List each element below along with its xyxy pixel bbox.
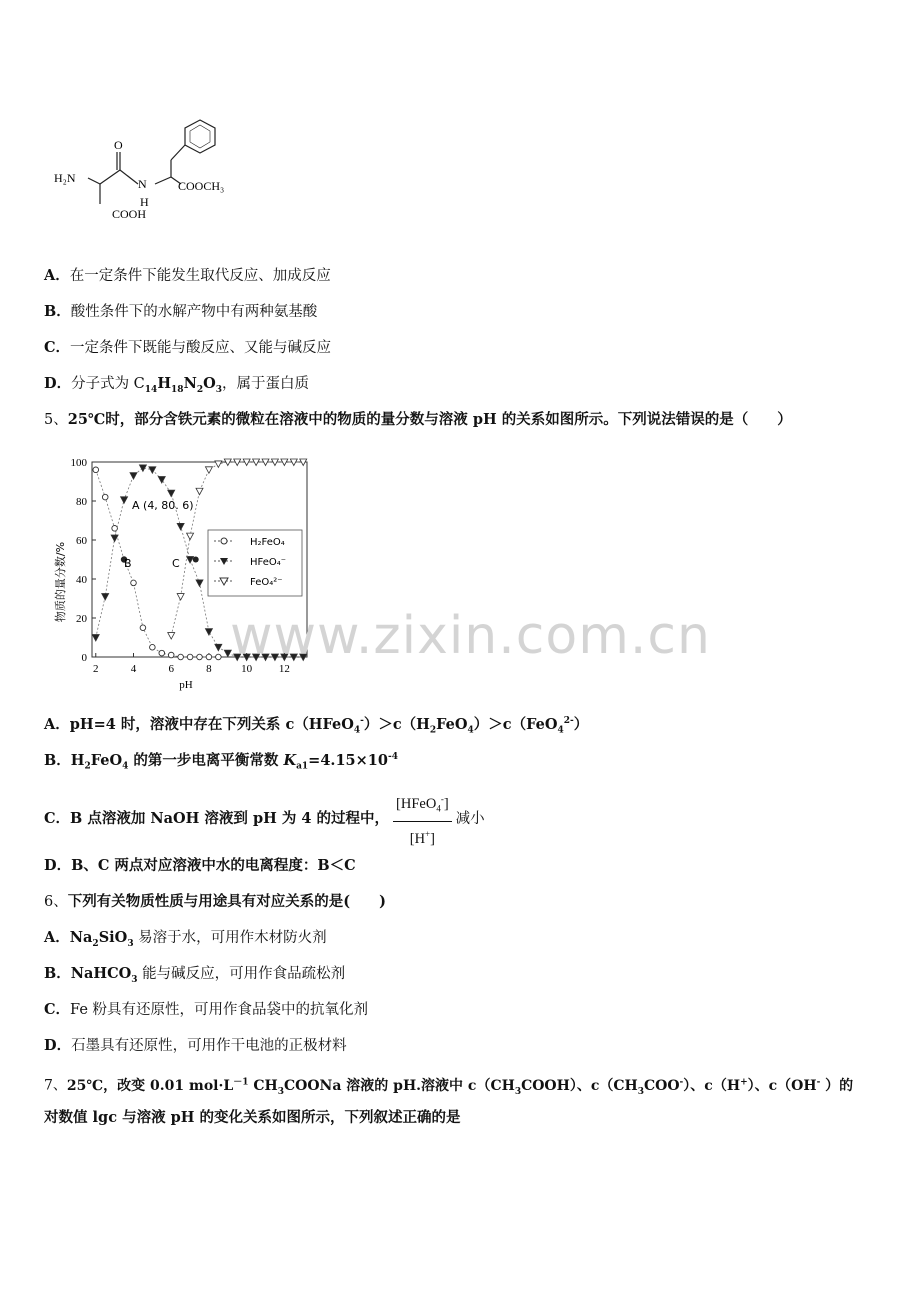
data-point-s2-3 <box>196 488 203 495</box>
data-point-s0-5 <box>140 625 146 631</box>
series-line-0 <box>96 470 219 657</box>
watermark: www.zixin.com.cn <box>230 606 711 666</box>
data-point-s2-4 <box>205 467 212 474</box>
q5-option-d: D．B、C 两点对应溶液中水的电离程度：B＜C <box>44 857 356 874</box>
molecule-structure <box>50 112 250 232</box>
data-point-s1-12 <box>205 629 212 636</box>
q7-stem-line2: 对数值 lgc 与溶液 pH 的变化关系如图所示，下列叙述正确的是 <box>44 1109 461 1126</box>
data-point-s1-3 <box>121 497 128 504</box>
q5-option-c: C．B 点溶液加 NaOH 溶液到 pH 为 4 的过程中， $\frac{[HFeO_4^-]}{[H^+]}$ 减小 <box>44 788 485 850</box>
y-tick-label: 60 <box>76 535 87 547</box>
data-point-s1-7 <box>158 477 165 484</box>
data-point-s0-11 <box>197 654 203 660</box>
y-tick-label: 100 <box>70 457 87 469</box>
amine-label: H₂N <box>54 171 76 185</box>
amide-h-label: H <box>140 195 149 209</box>
x-tick-label: 4 <box>130 663 137 675</box>
annotation-c: C <box>172 557 180 570</box>
acid-label: COOH <box>112 207 147 221</box>
q6-option-c: C．Fe 粉具有还原性，可用作食品袋中的抗氧化剂 <box>44 1001 369 1018</box>
legend-label-feo4: FeO₄²⁻ <box>250 577 283 588</box>
data-point-s1-2 <box>111 535 118 542</box>
q5-option-b: B．$H_2FeO_4$ 的第一步电离平衡常数 $K_{a1}=4.15\times 10^{-4}$ <box>44 751 398 772</box>
legend-label-hfeo4: HFeO₄⁻ <box>250 557 287 568</box>
y-tick-label: 40 <box>76 574 87 586</box>
x-tick-label: 12 <box>278 663 290 675</box>
q4-option-c: C．一定条件下既能与酸反应、又能与碱反应 <box>44 339 332 356</box>
ester-label: COOCH₃ <box>178 179 225 193</box>
q5-option-a: A．pH=4 时，溶液中存在下列关系 $c(HFeO_4^-)>c(H_2FeO_4)>c(FeO_4^{2-})$ <box>44 715 589 736</box>
data-point-s1-4 <box>130 473 137 480</box>
q6-option-b: B．NaHCO$_3$ 能与碱反应，可用作食品疏松剂 <box>44 965 346 985</box>
x-tick-label: 8 <box>206 663 212 675</box>
data-point-s0-8 <box>168 652 174 658</box>
x-tick-label: 2 <box>93 663 99 675</box>
data-point-s1-10 <box>187 557 194 564</box>
q7-stem-line1: 7、25℃，改变 0.01 $mol\cdot L^{-1}$ $CH_3COONa$ 溶液的 pH.溶液中 $c(CH_3COOH)$、$c(CH_3COO^-)$、c（H+）、c（OH- ）的 <box>44 1077 854 1097</box>
data-point-s0-1 <box>102 494 108 500</box>
data-point-s0-10 <box>187 654 193 660</box>
x-tick-label: 6 <box>168 663 174 675</box>
data-point-s2-5 <box>215 461 222 468</box>
legend-label-h2feo4: H₂FeO₄ <box>250 537 285 548</box>
data-point-s1-0 <box>92 635 99 642</box>
data-point-s1-9 <box>177 523 184 530</box>
data-point-s0-7 <box>159 650 165 656</box>
q4-option-b: B．酸性条件下的水解产物中有两种氨基酸 <box>44 303 318 320</box>
data-point-s1-11 <box>196 580 203 587</box>
point-c-marker <box>193 557 199 563</box>
q6-option-a: A．$Na_2SiO_3$ 易溶于水，可用作木材防火剂 <box>44 929 327 949</box>
data-point-s2-1 <box>177 594 184 601</box>
data-point-s1-1 <box>102 594 109 601</box>
y-tick-label: 0 <box>81 652 87 664</box>
x-axis-label: pH <box>179 679 193 691</box>
y-tick-label: 80 <box>76 496 87 508</box>
y-tick-label: 20 <box>76 613 87 625</box>
q5-stem: 5、25℃时，部分含铁元素的微粒在溶液中的物质的量分数与溶液 pH 的关系如图所示。下列说法错误的是（ ） <box>44 411 792 428</box>
hfeo4-h-fraction: $\frac{[HFeO_4^-]}{[H^+]}$ <box>393 788 452 850</box>
q6-option-d: D．石墨具有还原性，可用作干电池的正极材料 <box>44 1037 347 1054</box>
data-point-s1-13 <box>215 644 222 651</box>
q4-option-d: D．分子式为 $C_{14}H_{18}N_2O_3$，属于蛋白质 <box>44 375 309 395</box>
amide-n-label: N <box>138 177 147 191</box>
data-point-s0-9 <box>178 654 184 660</box>
data-point-s0-12 <box>206 654 212 660</box>
carbonyl-o-label: O <box>114 138 123 152</box>
x-tick-label: 10 <box>241 663 253 675</box>
annotation-a: A (4, 80. 6) <box>132 499 194 512</box>
data-point-s0-0 <box>93 467 99 473</box>
data-point-s0-6 <box>150 644 156 650</box>
data-point-s0-13 <box>216 654 222 660</box>
data-point-s2-0 <box>168 633 175 640</box>
annotation-b: B <box>124 557 132 570</box>
data-point-s2-2 <box>187 533 194 540</box>
y-axis-label: 物质的量分数/% <box>54 541 67 623</box>
chart-legend <box>208 530 302 596</box>
q4-option-a: A．在一定条件下能发生取代反应、加成反应 <box>44 267 331 284</box>
q6-stem: 6、下列有关物质性质与用途具有对应关系的是( ) <box>44 893 386 910</box>
data-point-s0-4 <box>131 580 137 586</box>
data-point-s1-8 <box>168 490 175 497</box>
data-point-s1-6 <box>149 467 156 474</box>
